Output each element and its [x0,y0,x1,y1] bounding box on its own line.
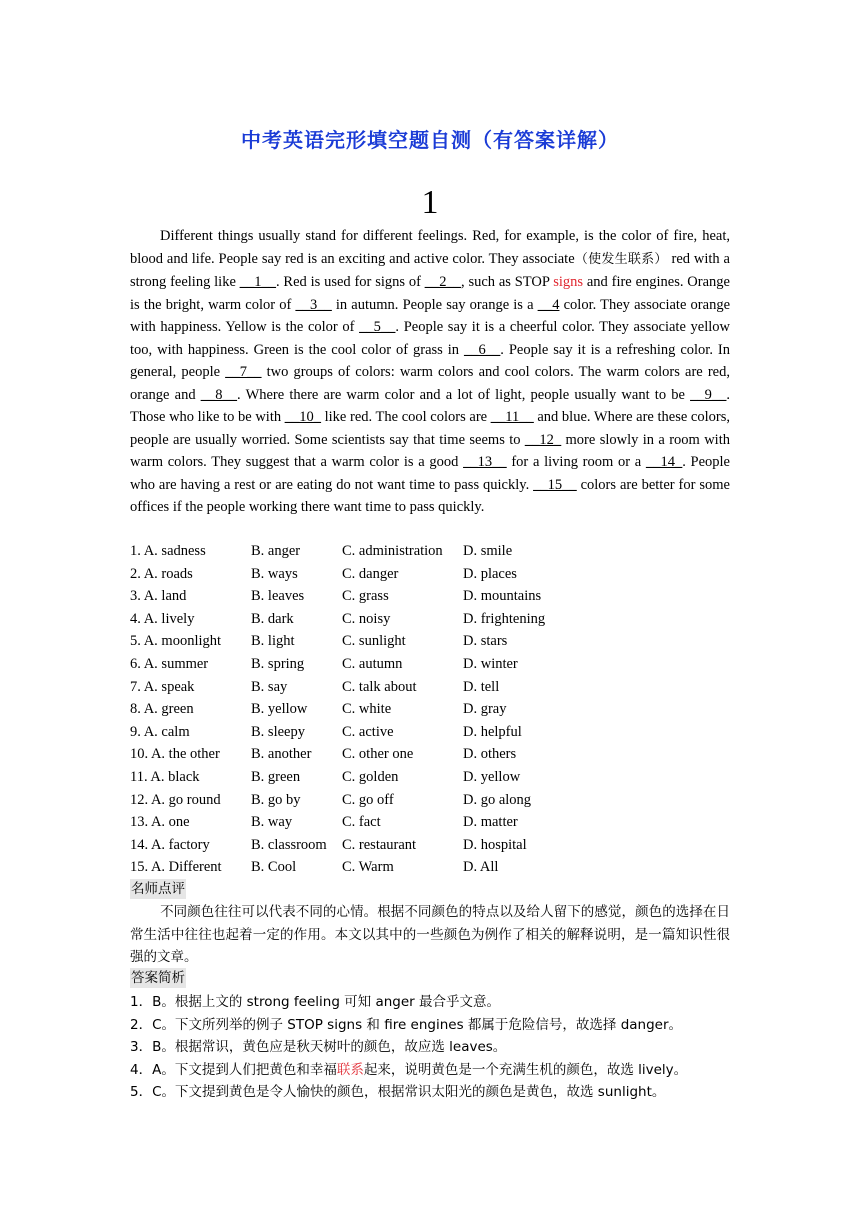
option-a: 11. A. black [130,768,200,785]
option-c: C. autumn [342,655,403,672]
option-row [130,811,730,834]
option-row [130,743,730,766]
answer-item: 1．B。根据上文的 strong feeling 可知 anger 最合乎文意。 [130,994,501,1010]
blank-12: __12_ [524,431,562,448]
option-row [130,834,730,857]
option-d: D. matter [463,814,518,831]
option-row [130,766,730,789]
answers-heading: 答案简析 [131,970,185,986]
page-title: 中考英语完形填空题自测（有答案详解） [241,128,619,152]
blank-11: __11__ [490,409,534,425]
option-b: B. anger [251,543,301,559]
blank-10: __10_ [284,409,321,425]
option-b: B. light [251,633,295,650]
option-a: 15. A. Different [130,859,222,876]
blank-6: __6__ [464,341,501,358]
option-a: 13. A. one [130,814,190,831]
option-row [130,540,730,563]
option-d: D. helpful [463,723,522,740]
option-d: D. tell [463,678,500,695]
option-row [130,585,730,608]
blank-8: __8__ [200,386,238,403]
answer-item: 3．B。根据常识，黄色应是秋天树叶的颜色，故应选 leaves。 [130,1039,507,1056]
option-c: C. talk about [342,678,417,695]
option-b: B. dark [251,610,294,627]
answer-item: 4．A。下文提到人们把黄色和幸福联系起来，说明黄色是一个充满生机的颜色，故选 lively。 [130,1061,688,1078]
option-d: D. frightening [463,610,546,627]
option-a: 5. A. moonlight [130,633,222,650]
option-d: D. hospital [463,836,527,853]
option-a: 8. A. green [130,701,194,718]
section-number: 1 [421,184,439,221]
comment-text: 不同颜色往往可以代表不同的心情。根据不同颜色的特点以及给人留下的感觉，颜色的选择在日常生活中往往也起着一定的作用。本文以其中的一些颜色为例作了相关的解释说明，是一篇知识性很强的文章。 [130,904,730,965]
option-d: D. smile [463,543,513,559]
option-d: D. others [463,746,517,763]
blank-7: __7__ [225,364,262,380]
option-a: 7. A. speak [130,678,195,695]
option-d: D. stars [463,633,508,650]
blank-1: __1__ [239,274,276,290]
option-d: D. winter [463,655,518,672]
option-b: B. say [251,678,288,695]
option-c: C. golden [342,768,399,785]
option-a: 12. A. go round [130,791,221,808]
option-b: B. Cool [251,859,297,876]
blank-4: __4 [537,296,560,313]
option-b: B. leaves [251,588,305,605]
blank-15: __15__ [533,476,577,493]
option-c: C. danger [342,565,399,582]
option-row [130,856,730,879]
option-c: C. grass [342,588,389,605]
option-d: D. All [463,859,499,876]
option-b: B. spring [251,655,305,672]
blank-5: __5__ [359,319,396,335]
option-d: D. yellow [463,768,521,785]
option-b: B. another [251,746,312,763]
blank-2: __2__ [424,274,461,290]
option-row [130,653,730,676]
option-c: C. active [342,723,394,740]
comment-heading: 名师点评 [131,881,185,897]
options-list [130,540,730,879]
option-c: C. Warm [342,859,394,876]
option-a: 4. A. lively [130,610,195,627]
option-a: 2. A. roads [130,565,193,582]
answers-list [130,991,740,1104]
option-c: C. administration [342,543,443,559]
option-b: B. ways [251,565,298,582]
option-d: D. mountains [463,588,542,605]
option-b: B. classroom [251,836,327,853]
option-row [130,563,730,586]
highlight-lianxi: 联系 [336,1061,364,1078]
option-a: 3. A. land [130,588,187,605]
option-row [130,789,730,812]
option-c: C. restaurant [342,836,417,853]
option-b: B. go by [251,791,301,808]
option-a: 14. A. factory [130,836,210,853]
blank-14: __14_ [645,454,683,470]
option-a: 6. A. summer [130,655,209,672]
option-b: B. yellow [251,701,308,718]
blank-13: __13__ [463,454,507,470]
option-row [130,676,730,699]
passage: Different things usually stand for different feelings. Red, for example, is the color of fire, heat, blood and life. People say red is an exciting and active color. They associate（使发生联系） red with a strong feeling like __1__. Red is used for signs of __2__, such as STOP signs and fire engines. Orange is the bright, warm color of __3__ in autumn. People say orange is a __4 color. They associate orange with happiness. Yellow is the color of __5__. People say it is a cheerful color. They associate yellow too, with happiness. Green is the cool color of grass in __6__. People say it is a refreshing color. In general, people __7__ two groups of colors: warm colors and cool colors. The warm colors are red, orange and __8__. Where there are warm color and a lot of light, people usually want to be __9__. Those who like to be with __10_ like red. The cool colors are __11__ and blue. Where are these colors, people are usually worried. Some scientists say that time seems to __12_ more slowly in a room with warm colors. They suggest that a warm color is a good __13__ for a living room or a __14_. People who are having a rest or are eating do not want time to pass quickly. __15__ colors are better for some offices if the people working there want time to pass quickly. [130,228,731,515]
option-d: D. gray [463,701,507,718]
option-b: B. green [251,768,301,785]
option-c: C. go off [342,791,394,808]
option-a: 9. A. calm [130,723,190,740]
option-d: D. places [463,565,517,582]
option-a: 10. A. the other [130,746,220,763]
option-c: C. sunlight [342,633,406,650]
option-c: C. white [342,701,392,718]
option-d: D. go along [463,791,532,808]
option-a: 1. A. sadness [130,543,206,559]
option-b: B. way [251,814,293,831]
highlight-signs: signs [553,274,584,290]
option-c: C. other one [342,746,414,763]
option-row [130,698,730,721]
option-row [130,630,730,653]
option-c: C. fact [342,814,381,831]
option-b: B. sleepy [251,723,305,740]
option-row [130,608,730,631]
blank-3: __3__ [295,296,332,313]
option-c: C. noisy [342,610,391,627]
option-row [130,721,730,744]
answer-item: 5．C。下文提到黄色是令人愉快的颜色，根据常识太阳光的颜色是黄色，故选 sunlight。 [130,1084,666,1101]
blank-9: __9__ [690,386,727,403]
answer-item: 2．C。下文所列举的例子 STOP signs 和 fire engines 都属于危险信号，故选择 danger。 [130,1016,683,1033]
